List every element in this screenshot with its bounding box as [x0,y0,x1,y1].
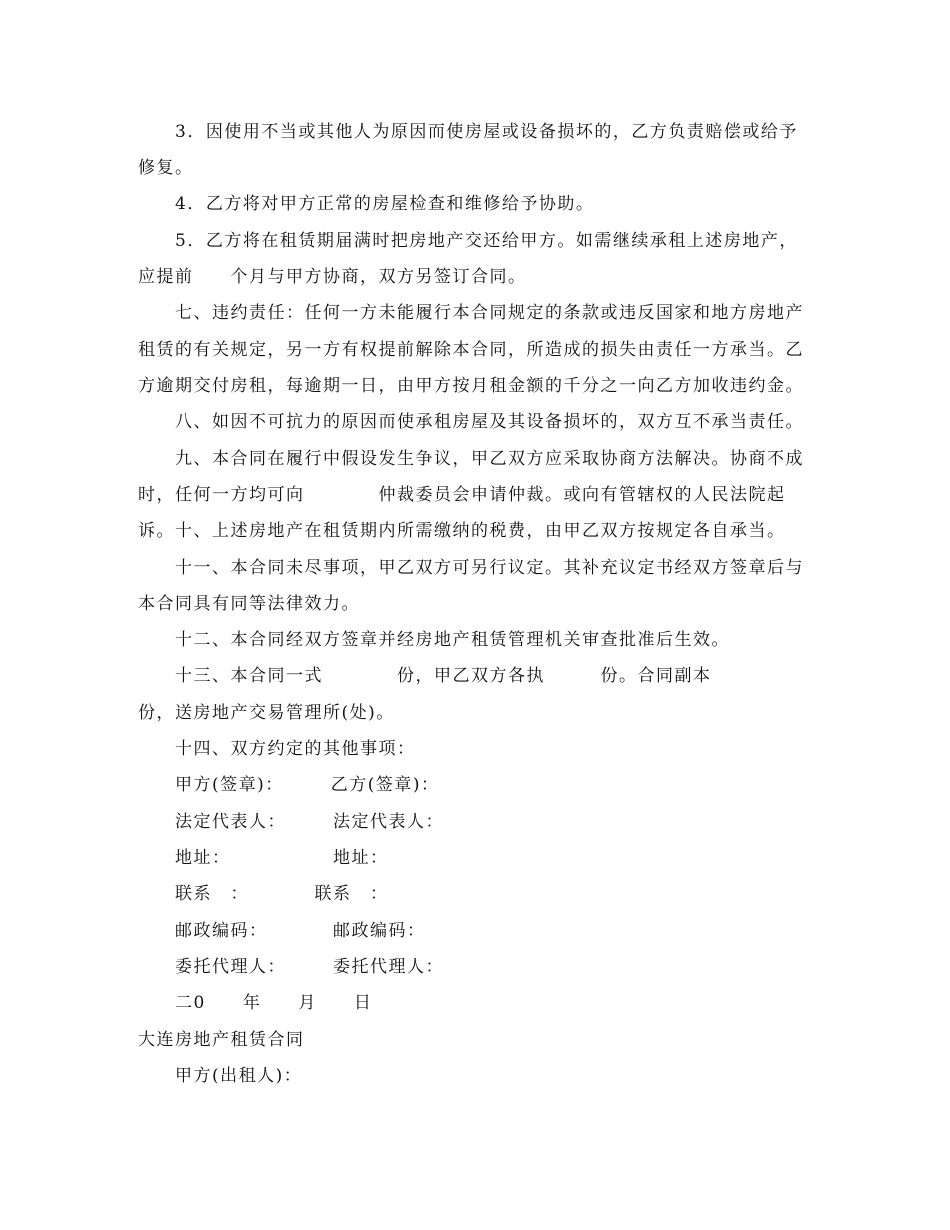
clause-7-line-1: 七、违约责任：任何一方未能履行本合同规定的条款或违反国家和地方房地产 [175,303,804,323]
clause-11-line-2: 本合同具有同等法律效力。 [138,594,360,614]
legal-representative-row: 法定代表人： 法定代表人： [175,812,444,832]
clause-6-3-line-2: 修复。 [138,158,194,178]
postal-code-row: 邮政编码： 邮政编码： [175,921,426,941]
clause-9-line-2: 时，任何一方均可向 仲裁委员会申请仲裁。或向有管辖权的人民法院起 [138,485,786,505]
clause-8: 八、如因不可抗力的原因而使承租房屋及其设备损坏的，双方互不承当责任。 [175,412,804,432]
date-row: 二0 年 月 日 [175,993,373,1013]
clause-7-line-3: 方逾期交付房租，每逾期一日，由甲方按月租金额的千分之一向乙方加收违约金。 [138,376,804,396]
clause-11-line-1: 十一、本合同未尽事项，甲乙双方可另行议定。其补充议定书经双方签章后与 [175,558,804,578]
clause-6-5-line-2: 应提前 个月与甲方协商，双方另签订合同。 [138,267,527,287]
agent-row: 委托代理人： 委托代理人： [175,957,444,977]
clause-9-line-1: 九、本合同在履行中假设发生争议，甲乙双方应采取协商方法解决。协商不成 [175,449,804,469]
address-row: 地址： 地址： [175,848,389,868]
contract-title: 大连房地产租赁合同 [138,1030,305,1050]
contact-row: 联系 ： 联系 ： [175,884,389,904]
clause-6-4: 4．乙方将对甲方正常的房屋检查和维修给予协助。 [175,194,595,214]
clause-7-line-2: 租赁的有关规定，另一方有权提前解除本合同，所造成的损失由责任一方承当。乙 [138,340,804,360]
clause-14: 十四、双方约定的其他事项： [175,739,416,759]
clause-12: 十二、本合同经双方签章并经房地产租赁管理机关审查批准后生效。 [175,630,730,650]
clause-9-10-line-3: 诉。十、上述房地产在租赁期内所需缴纳的税费，由甲乙双方按规定各自承当。 [138,521,786,541]
signature-party-row: 甲方(签章)： 乙方(签章)： [175,775,440,795]
clause-6-5-line-1: 5．乙方将在租赁期届满时把房地产交还给甲方。如需继续承租上述房地产， [175,231,798,251]
clause-13-line-2: 份，送房地产交易管理所(处)。 [138,703,395,723]
party-a-lessor: 甲方(出租人)： [175,1066,303,1086]
clause-13-line-1: 十三、本合同一式 份，甲乙双方各执 份。合同副本 [175,666,712,686]
clause-6-3-line-1: 3．因使用不当或其他人为原因而使房屋或设备损坏的，乙方负责赔偿或给予 [175,122,798,142]
